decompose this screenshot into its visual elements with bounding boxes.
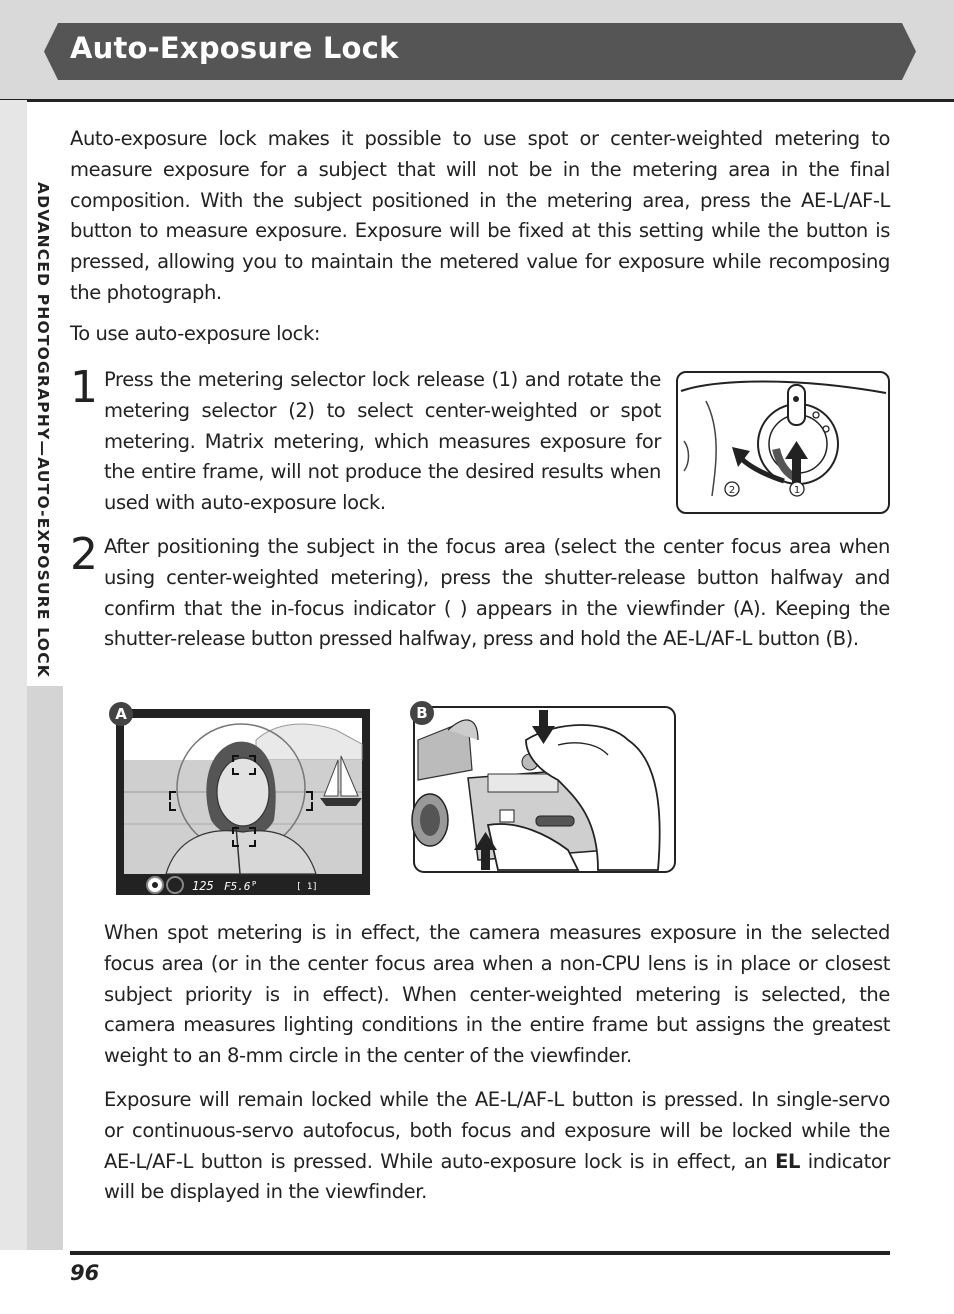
footer-rule <box>70 1251 890 1255</box>
figure-badge-b: B <box>416 704 428 722</box>
header-rule <box>0 99 954 102</box>
page-number: 96 <box>70 1261 100 1285</box>
el-indicator-text: EL <box>775 1149 801 1173</box>
readout-mode: P <box>252 880 257 888</box>
metering-selector-illustration <box>676 371 890 514</box>
intro-paragraph: Auto-exposure lock makes it possible to use spot or center-weighted metering to measure exposure for a subject that will not be in the metering area in the final composition. With the subject positioned in the metering area, press the AE-L/AF-L button to measure exposure. Exposure will be fixed at this setting while the button is pressed, allowing you to maintain the metered value for exposure while recomposing the photograph. <box>70 127 890 304</box>
side-tab-grey <box>27 686 63 1250</box>
step-2-number: 2 <box>70 529 98 580</box>
step-1-text: Press the metering selector lock release (1) and rotate the metering selector (2) to select center-weighted or spot metering. Matrix metering, which measures exposure for the entire frame, will not produce the desired results when used with auto-exposure lock. <box>104 368 661 515</box>
dial-label-two: 2 <box>728 485 736 496</box>
page-title: Auto-Exposure Lock <box>70 31 399 65</box>
section-side-label: ADVANCED PHOTOGRAPHY—AUTO-EXPOSURE LOCK <box>34 182 52 678</box>
title-banner <box>44 23 916 80</box>
note-text-end: indicator will be displayed in the viewfinder. <box>104 1149 890 1204</box>
readout-aperture: F5.6 <box>224 880 251 893</box>
figure-badge-a: A <box>115 705 127 723</box>
dial-label-one: 1 <box>793 485 801 496</box>
step-2-text: After positioning the subject in the focus area (select the center focus area when using center-weighted metering), press the shutter-release button halfway and confirm that the in-focus indicator ( ) appears in the viewfinder (A). Keeping the shutter-release button pressed halfway, press and hold the AE-L/AF-L button (B). <box>104 535 890 651</box>
spot-metering-note: When spot metering is in effect, the camera measures exposure in the selected focus area (or in the center focus area when a non-CPU lens is in place or closest subject priority is in effect). When center-weighted metering is selected, the camera measures lighting conditions in the entire frame but assigns the greatest weight to an 8-mm circle in the center of the viewfinder. <box>104 921 890 1068</box>
viewfinder-illustration <box>106 700 372 896</box>
exposure-lock-note <box>104 1085 890 1208</box>
step-1-number: 1 <box>70 362 98 413</box>
camera-back-illustration <box>408 700 676 874</box>
note-text-start: Exposure will remain locked while the AE-L/AF-L button is pressed. In single-servo or continuous-servo autofocus, both focus and exposure will be locked while the AE-L/AF-L button is pressed. While auto-exposure lock is in effect, an <box>104 1088 890 1173</box>
readout-frames: [ 1] <box>296 882 318 892</box>
readout-shutter: 125 <box>192 879 214 893</box>
side-strip <box>0 100 27 1250</box>
lead-in-text: To use auto-exposure lock: <box>70 322 321 345</box>
